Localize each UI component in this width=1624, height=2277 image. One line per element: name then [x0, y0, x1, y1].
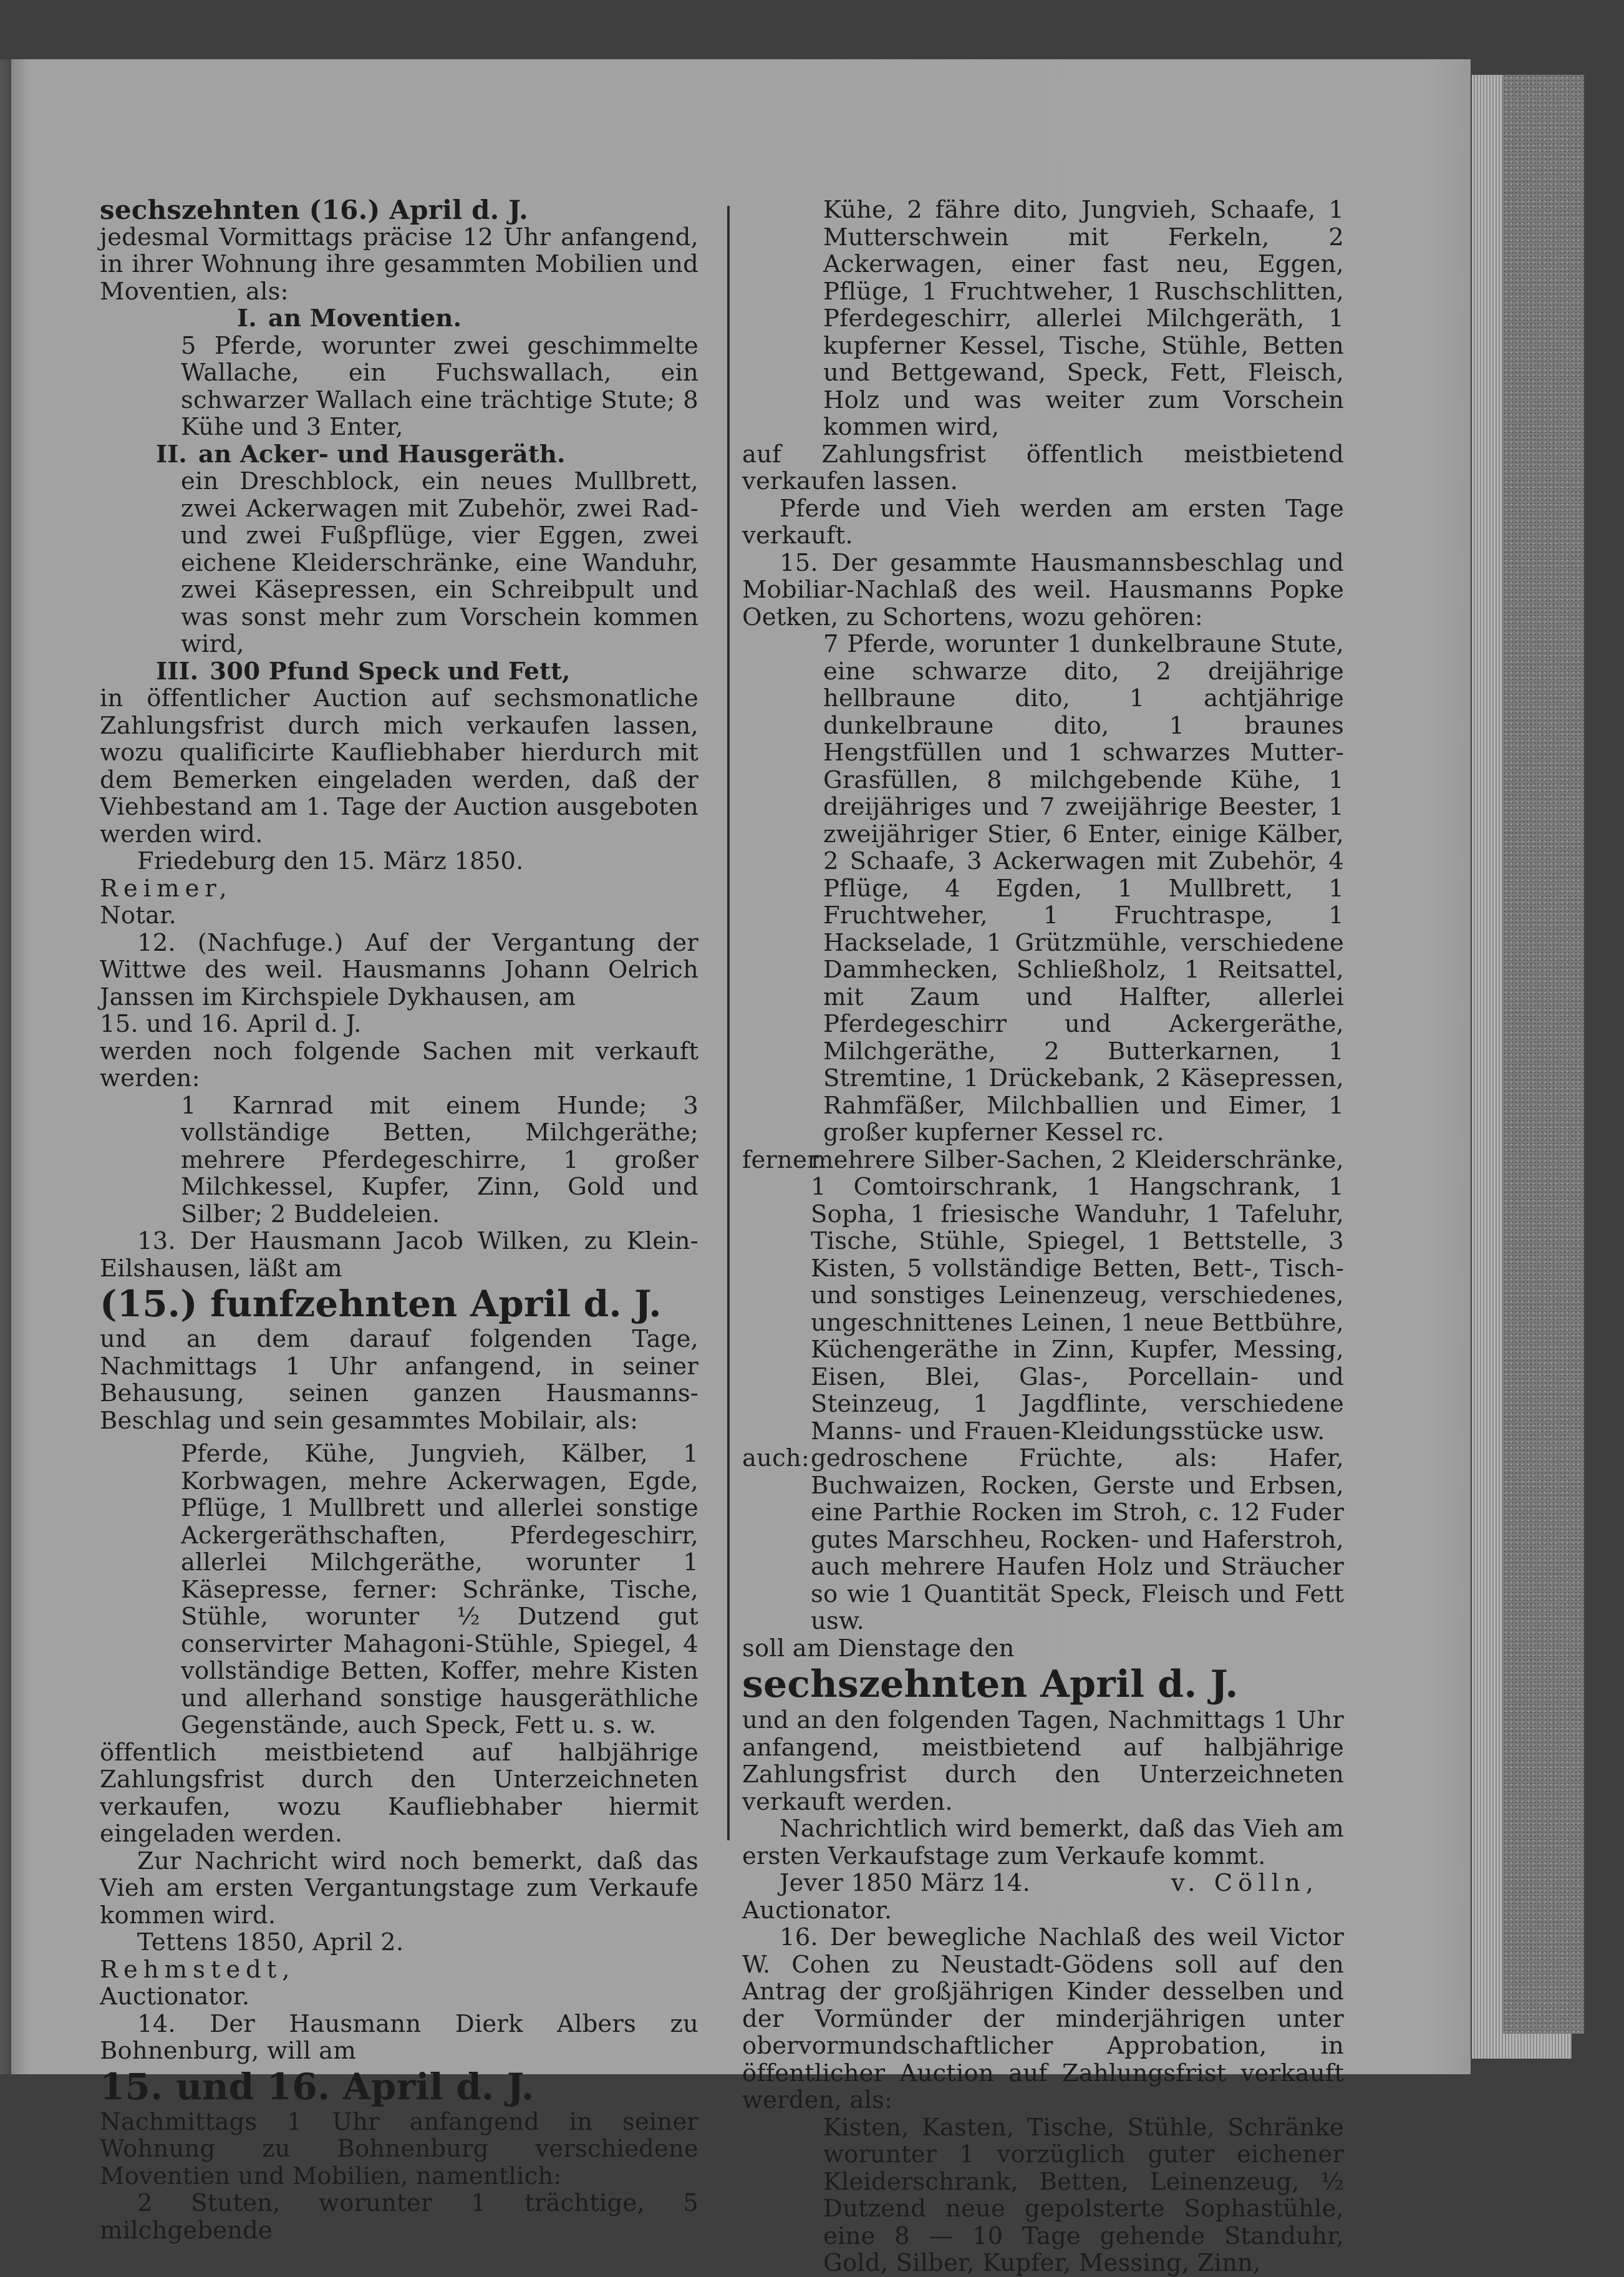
section-title: an Acker- und Hausgeräth.	[198, 440, 566, 469]
section-heading	[100, 658, 698, 686]
item-list: gedroschene Früchte, als: Hafer, Buchwaizen, Rocken, Gerste und Erbsen, eine Parthie Rocken im Stroh, c. 12 Fuder gutes Marschheu, Rocken- und Haferstroh, auch mehrere Haufen Holz und Sträucher so wie 1 Quantität Speck, Fleisch und Fett usw.	[811, 1444, 1344, 1635]
paragraph: Zur Nachricht wird noch bemerkt, daß das Vieh am ersten Vergantungstage zum Verkaufe kommen wird.	[100, 1847, 698, 1930]
list-label: ferner:	[742, 1145, 827, 1174]
left-column	[100, 197, 698, 2244]
paragraph: soll am Dienstage den	[742, 1634, 1015, 1663]
labeled-list	[742, 1445, 1344, 1635]
labeled-list	[742, 1147, 1344, 1445]
section-title: an Moventien.	[268, 304, 462, 333]
paragraph: 14. Der Hausmann Dierk Albers zu Bohnenburg, will am	[100, 2009, 698, 2065]
item-list: 1 Karnrad mit einem Hunde; 3 vollständige Betten, Milchgeräthe; mehrere Pferdegeschirre, 1 großer Milchkessel, Kupfer, Zinn, Gold und Silber; 2 Buddeleien.	[181, 1091, 698, 1228]
paragraph: Nachmittags 1 Uhr anfangend in seiner Wohnung zu Bohnenburg verschiedene Moventien und Mobilien, namentlich:	[100, 2107, 698, 2190]
date-heading: sechszehnten April d. J.	[742, 1663, 1239, 1706]
date-line: Friedeburg den 15. März 1850.	[137, 847, 524, 875]
paragraph: öffentlich meistbietend auf halbjährige Zahlungsfrist durch den Unterzeichneten verkaufen, wozu Kaufliebhaber hiermit eingeladen werden.	[100, 1738, 698, 1848]
paragraph: Pferde und Vieh werden am ersten Tage verkauft.	[742, 494, 1344, 550]
paragraph: 2 Stuten, worunter 1 trächtige, 5 milchgebende	[100, 2189, 698, 2245]
paragraph: 12. (Nachfuge.) Auf der Vergantung der Wittwe des weil. Hausmanns Johann Oelrich Janssen im Kirchspiele Dykhausen, am	[100, 928, 698, 1011]
column-divider	[727, 206, 730, 1840]
roman-numeral: I.	[237, 304, 257, 333]
list-label: auch:	[742, 1444, 810, 1472]
date-heading: 15. und 16. April d. J.	[100, 2065, 534, 2108]
item-list: 5 Pferde, worunter zwei geschimmelte Wallache, ein Fuchswallach, ein schwarzer Wallach eine trächtige Stute; 8 Kühe und 3 Enter,	[181, 331, 698, 441]
date-line: 15. und 16. April d. J.	[100, 1010, 362, 1038]
item-list: mehrere Silber-Sachen, 2 Kleiderschränke, 1 Comtoirschrank, 1 Hangschrank, 1 Sopha, 1 friesische Wanduhr, 1 Tafeluhr, Tische, Stühle, Spiegel, 1 Bettstelle, 3 Kisten, 5 vollständige Betten, Bett-, Tisch- und sonstiges Leinenzeug, verschiedenes, ungeschnittenes Leinen, 1 neue Bettbühre, Küchengeräthe in Zinn, Kupfer, Messing, Eisen, Blei, Glas-, Porcellain- und Steinzeug, 1 Jagdflinte, verschiedene Manns- und Frauen-Kleidungsstücke usw.	[811, 1145, 1344, 1445]
signature-name: Reimer,	[100, 874, 233, 903]
item-list: Kisten, Kasten, Tische, Stühle, Schränke worunter 1 vorzüglich guter eichener Kleiderschrank, Betten, Leinenzeug, ½ Dutzend neue gepolsterte Sophastühle, eine 8 — 10 Tage gehende Standuhr, Gold, Silber, Kupfer, Messing, Zinn,	[823, 2113, 1344, 2277]
date-heading: sechszehnten (16.) April d. J.	[100, 195, 528, 225]
item-list: 7 Pferde, worunter 1 dunkelbraune Stute, eine schwarze dito, 2 dreijährige hellbraune dito, 1 achtjährige dunkelbraune dito, 1 braunes Hengstfüllen und 1 schwarzes Mutter-Grasfüllen, 8 milchgebende Kühe, 1 dreijähriges und 7 zweijährige Beester, 1 zweijähriger Stier, 6 Enter, einige Kälber, 2 Schaafe, 3 Ackerwagen mit Zubehör, 4 Pflüge, 4 Egden, 1 Mullbrett, 1 Fruchtweher, 1 Fruchtraspe, 1 Hackselade, 1 Grützmühle, verschiedene Dammhecken, Schließholz, 1 Reitsattel, mit Zaum und Halfter, allerlei Pferdegeschirr und Ackergeräthe, Milchgeräthe, 2 Butterkarnen, 1 Stremtine, 1 Drückebank, 2 Käsepressen, Rahmfäßer, Milchballien und Eimer, 1 großer kupferner Kessel rc.	[823, 630, 1344, 1147]
paragraph: auf Zahlungsfrist öffentlich meistbietend verkaufen lassen.	[742, 440, 1344, 495]
item-list: Kühe, 2 fähre dito, Jungvieh, Schaafe, 1 Mutterschwein mit Ferkeln, 2 Ackerwagen, einer fast neu, Eggen, Pflüge, 1 Fruchtweher, 1 Ruschschlitten, Pferdegeschirr, allerlei Milchgeräth, 1 kupferner Kessel, Tische, Stühle, Betten und Bettgewand, Speck, Fett, Fleisch, Holz und was weiter zum Vorschein kommen wird,	[823, 196, 1344, 441]
date-line: Jever 1850 März 14.	[780, 1869, 1030, 1897]
signature-name: v. Cölln,	[1171, 1869, 1319, 1897]
paragraph: werden noch folgende Sachen mit verkauft werden:	[100, 1037, 698, 1092]
section-heading	[100, 441, 698, 469]
item-list: Pferde, Kühe, Jungvieh, Kälber, 1 Korbwagen, mehre Ackerwagen, Egde, Pflüge, 1 Mullbrett und allerlei sonstige Ackergeräthschaften, Pferdegeschirr, allerlei Milchgeräthe, worunter 1 Käsepresse, ferner: Schränke, Tische, Stühle, worunter ½ Dutzend gut conservirter Mahagoni-Stühle, Spiegel, 4 vollständige Betten, Koffer, mehre Kisten und allerhand sonstige hausgeräthliche Gegenstände, auch Speck, Fett u. s. w.	[181, 1440, 698, 1739]
item-list: ein Dreschblock, ein neues Mullbrett, zwei Ackerwagen mit Zubehör, zwei Rad- und zwei Fußpflüge, vier Eggen, zwei eichene Kleiderschränke, eine Wanduhr, zwei Käsepressen, ein Schreibpult und was sonst mehr zum Vorschein kommen wird,	[181, 467, 698, 658]
roman-numeral: II.	[156, 440, 188, 469]
paragraph: Nachrichtlich wird bemerkt, daß das Vieh am ersten Verkaufstage zum Verkaufe kommt.	[742, 1815, 1344, 1870]
signature-title: Auctionator.	[100, 1983, 250, 2011]
date-line: Tettens 1850, April 2.	[137, 1928, 404, 1956]
paragraph: 16. Der bewegliche Nachlaß des weil Victor W. Cohen zu Neustadt-Gödens soll auf den Antrag der großjährigen Kinder desselben und der Vormünder der minderjährigen unter obervormundschaftlicher Approbation, in öffentlicher Auction auf Zahlungsfrist verkauft werden, als:	[742, 1923, 1344, 2114]
section-heading	[100, 305, 698, 333]
section-title: 300 Pfund Speck und Fett,	[210, 657, 571, 686]
paragraph: 13. Der Hausmann Jacob Wilken, zu Klein-Eilshausen, läßt am	[100, 1227, 698, 1283]
paragraph: in öffentlicher Auction auf sechsmonatliche Zahlungsfrist durch mich verkaufen lassen, wozu qualificirte Kaufliebhaber hierdurch mit dem Bemerken eingeladen werden, daß der Viehbestand am 1. Tage der Auction ausgeboten werden wird.	[100, 684, 698, 848]
roman-numeral: III.	[156, 657, 199, 686]
right-column	[742, 197, 1344, 2277]
signature-name: Rehmstedt,	[100, 1955, 296, 1984]
paragraph: 15. Der gesammte Hausmannsbeschlag und Mobiliar-Nachlaß des weil. Hausmanns Popke Oetken, zu Schortens, wozu gehören:	[742, 548, 1344, 631]
paragraph: jedesmal Vormittags präcise 12 Uhr anfangend, in ihrer Wohnung ihre gesammten Mobilien und Moventien, als:	[100, 223, 698, 306]
book-cover-edge	[1503, 75, 1584, 2034]
signature-title: Notar.	[100, 901, 176, 930]
date-heading: (15.) funfzehnten April d. J.	[100, 1283, 662, 1325]
paragraph: und an den folgenden Tagen, Nachmittags 1 Uhr anfangend, meistbietend auf halbjährige Zahlungsfrist durch den Unterzeichneten verkauft werden.	[742, 1706, 1344, 1816]
signature-title: Auctionator.	[742, 1896, 892, 1925]
date-signature-line	[742, 1870, 1344, 1897]
paragraph: und an dem darauf folgenden Tage, Nachmittags 1 Uhr anfangend, in seiner Behausung, seinen ganzen Hausmanns-Beschlag und sein gesammtes Mobilair, als:	[100, 1325, 698, 1435]
